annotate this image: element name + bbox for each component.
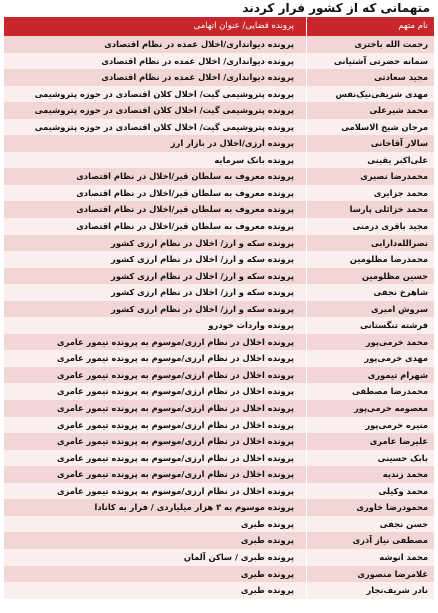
row-name: محمد شیرعلی <box>306 102 434 119</box>
table-row <box>4 532 434 549</box>
table-row <box>4 251 434 268</box>
table-row <box>4 400 434 417</box>
row-name: شاهرخ نجفی <box>306 284 434 301</box>
row-name: شهرام تیموری <box>306 367 434 384</box>
table-row <box>4 284 434 301</box>
row-case: پرونده اخلال در نظام ارزی/موسوم به پرونده تیمور عامری <box>56 386 294 397</box>
page-title: متهمانی که از کشور فرار کردند <box>242 1 430 15</box>
row-name: منیره خرمی‌پور <box>306 417 434 434</box>
table-row <box>4 301 434 318</box>
fugitives-table <box>4 17 434 599</box>
row-case: پرونده طبری <box>240 585 294 596</box>
table-row <box>4 582 434 599</box>
row-case: پرونده موسوم به ۳ هزار میلیاردی / فرار به کانادا <box>94 502 294 513</box>
row-case: پرونده سکه و ارز/ اخلال در نظام ارزی کشور <box>111 287 294 298</box>
row-case: پرونده اخلال در نظام ارزی/موسوم به پرونده تیمور عامری <box>56 403 294 414</box>
row-case: پرونده واردات خودرو <box>208 320 294 331</box>
row-case: پرونده بانک سرمایه <box>214 154 294 165</box>
row-case: پرونده معروف به سلطان قیر/اخلال در نظام اقتصادی <box>76 171 294 182</box>
table-row <box>4 36 434 53</box>
row-name: محمد زندیه <box>306 466 434 483</box>
table-row <box>4 152 434 169</box>
row-case: پرونده اخلال در نظام ارزی/موسوم به پرونده تیمور عامری <box>56 485 294 496</box>
row-name: محمد انوشه <box>306 549 434 566</box>
row-name: مجید سعادتی <box>306 69 434 86</box>
row-case: پرونده پتروشیمی گیت/ اخلال کلان اقتصادی در حوزه پتروشیمی <box>34 88 294 99</box>
table-row <box>4 367 434 384</box>
row-name: نصرالله‌دارابی <box>306 235 434 252</box>
table-row <box>4 466 434 483</box>
row-name: غلامرضا منصوری <box>306 566 434 583</box>
row-name: محمد خزائلی پارسا <box>306 201 434 218</box>
row-name: سروش امیری <box>306 301 434 318</box>
table-header <box>4 17 434 36</box>
row-case: پرونده دیوانداری/ اخلال عمده در نظام اقتصادی <box>101 55 294 66</box>
table-row <box>4 86 434 103</box>
row-name: فرشته تنگستانی <box>306 317 434 334</box>
row-case: پرونده دیوانداری/اخلال عمده در نظام اقتصادی <box>104 39 294 49</box>
row-case: پرونده اخلال در نظام ارزی/موسوم به پرونده تیمور عامری <box>56 469 294 480</box>
table-row <box>4 185 434 202</box>
header-name: نام متهم <box>306 17 434 36</box>
row-name: بابک حسینی <box>306 450 434 467</box>
row-case: پرونده اخلال در نظام ارزی/موسوم به پرونده تیمور عامری <box>56 436 294 447</box>
row-name: محمد وکیلی <box>306 483 434 500</box>
table-row <box>4 102 434 119</box>
table-body <box>4 36 434 599</box>
table-row <box>4 218 434 235</box>
table-row <box>4 499 434 516</box>
table-row <box>4 317 434 334</box>
table-row <box>4 383 434 400</box>
table-row <box>4 516 434 533</box>
row-case: پرونده طبری / ساکن آلمان <box>183 551 294 562</box>
row-case: پرونده سکه و ارز/ اخلال در نظام ارزی کشور <box>111 254 294 265</box>
row-case: پرونده دیوانداری/ اخلال عمده در نظام اقتصادی <box>101 72 294 83</box>
row-name: محمدرضا مصطفی <box>306 383 434 400</box>
row-case: پرونده معروف به سلطان قیر/اخلال در نظام اقتصادی <box>76 187 294 198</box>
row-case: پرونده ارزی/اخلال در بازار ارز <box>170 138 294 149</box>
row-name: مرجان شیخ الاسلامی <box>306 119 434 136</box>
table-row <box>4 334 434 351</box>
row-name: مجید باقری درمنی <box>306 218 434 235</box>
row-name: سالار آقاخانی <box>306 135 434 152</box>
row-case: پرونده سکه و ارز/ اخلال در نظام ارزی کشور <box>111 303 294 314</box>
row-name: رحمت الله باختری <box>306 36 434 53</box>
table-row <box>4 450 434 467</box>
row-name: محمدرضا مظلومین <box>306 251 434 268</box>
table-row <box>4 119 434 136</box>
row-name: حسین مظلومین <box>306 268 434 285</box>
row-case: پرونده معروف به سلطان قیر/اخلال در نظام اقتصادی <box>76 221 294 232</box>
header-case: پرونده قضایی/ عنوان اتهامی <box>193 21 294 31</box>
row-case: پرونده طبری <box>240 568 294 579</box>
row-name: مهدی خرمی‌پور <box>306 350 434 367</box>
row-name: نادر شریف‌نجار <box>306 582 434 599</box>
row-name: علیرضا عامری <box>306 433 434 450</box>
table-row <box>4 201 434 218</box>
table-row <box>4 417 434 434</box>
table-row <box>4 433 434 450</box>
row-case: پرونده اخلال در نظام ارزی/موسوم به پرونده تیمور عامری <box>56 336 294 347</box>
row-name: سمانه حضرتی آشتیانی <box>306 53 434 70</box>
row-name: حسن نجفی <box>306 516 434 533</box>
row-case: پرونده سکه و ارز/ اخلال در نظام ارزی کشور <box>111 237 294 248</box>
row-name: علی‌اکبر یقینی <box>306 152 434 169</box>
table-row <box>4 168 434 185</box>
row-case: پرونده طبری <box>240 535 294 546</box>
table-row <box>4 53 434 70</box>
table-row <box>4 483 434 500</box>
table-row <box>4 268 434 285</box>
row-name: مهدی شریفی‌نیک‌نفس <box>306 86 434 103</box>
row-name: محمد جزایری <box>306 185 434 202</box>
table-row <box>4 350 434 367</box>
row-name: محمودرضا خاوری <box>306 499 434 516</box>
row-case: پرونده اخلال در نظام ارزی/موسوم به پرونده تیمور عامری <box>56 452 294 463</box>
row-name: محمد خرمی‌پور <box>306 334 434 351</box>
table-row <box>4 549 434 566</box>
row-case: پرونده معروف به سلطان قیر/اخلال در نظام اقتصادی <box>76 204 294 215</box>
row-case: پرونده پتروشیمی گیت/ اخلال کلان اقتصادی در حوزه پتروشیمی <box>34 105 294 116</box>
row-case: پرونده سکه و ارز/ اخلال در نظام ارزی کشور <box>111 270 294 281</box>
table-row <box>4 135 434 152</box>
row-name: مصطفی نیاز آذری <box>306 532 434 549</box>
table-row <box>4 69 434 86</box>
row-case: پرونده اخلال در نظام ارزی/موسوم به پرونده تیمور عامری <box>56 353 294 364</box>
row-case: پرونده پتروشیمی گیت/ اخلال کلان اقتصادی در حوزه پتروشیمی <box>34 121 294 132</box>
row-case: پرونده طبری <box>240 518 294 529</box>
table-row <box>4 235 434 252</box>
row-case: پرونده اخلال در نظام ارزی/موسوم به پرونده تیمور عامری <box>56 369 294 380</box>
row-name: محمدرضا نصیری <box>306 168 434 185</box>
table-row <box>4 566 434 583</box>
row-name: معصومه خرمی‌پور <box>306 400 434 417</box>
row-case: پرونده اخلال در نظام ارزی/موسوم به پرونده تیمور عامری <box>56 419 294 430</box>
